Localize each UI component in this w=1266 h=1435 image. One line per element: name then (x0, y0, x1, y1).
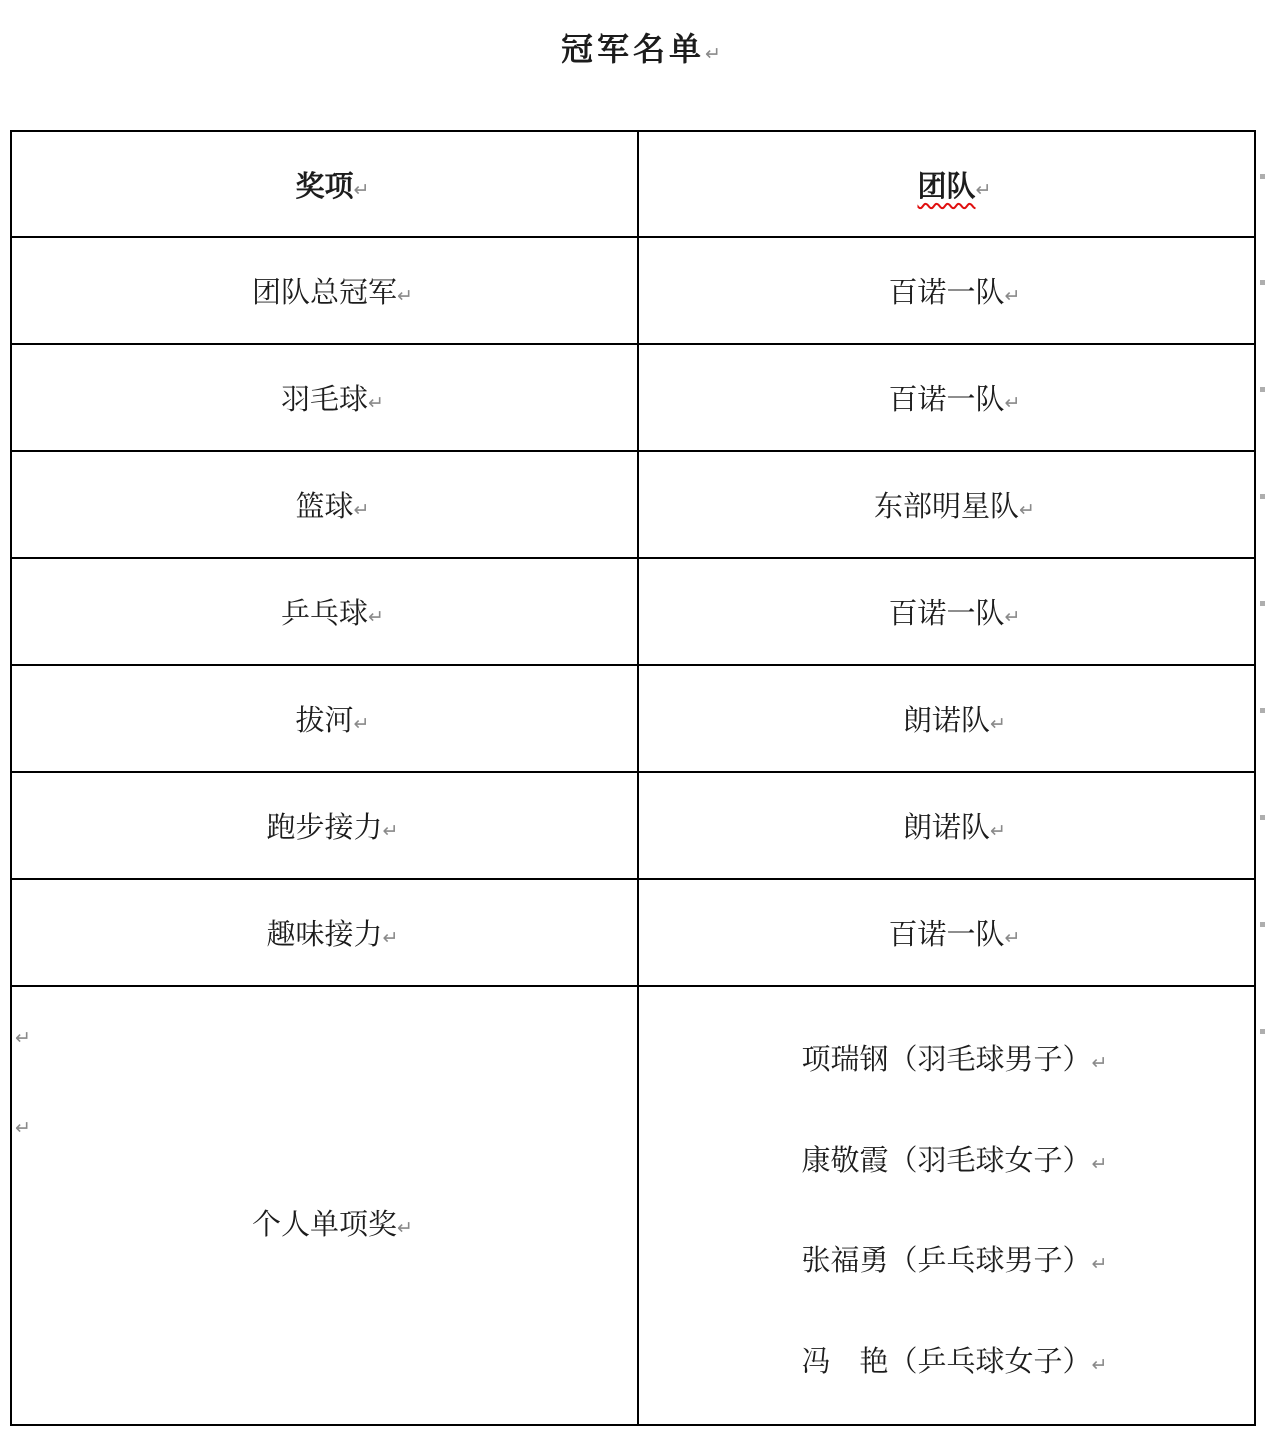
row-end-mark-icon (1260, 601, 1265, 606)
award-label: 团队总冠军 (251, 277, 397, 309)
table-row (12, 238, 1254, 345)
award-label: 拔河 (295, 705, 354, 737)
winner-label: 项瑞钢（羽毛球男子） (801, 1043, 1092, 1076)
team-cell: 百诺一队 ↵ (639, 880, 1254, 985)
award-label: 趣味接力 (266, 919, 383, 951)
winner-line: 张福勇（乒乓球男子） ↵ (639, 1238, 1254, 1279)
team-cell: 百诺一队 ↵ (639, 559, 1254, 664)
winner-line: 项瑞钢（羽毛球男子） ↵ (639, 1037, 1254, 1078)
winner-line: 冯 艳（乒乓球女子） ↵ (639, 1339, 1254, 1380)
row-end-mark-icon (1260, 815, 1265, 820)
winner-line: 康敬霞（羽毛球女子） ↵ (639, 1138, 1254, 1179)
table-header-row (12, 132, 1254, 238)
team-cell: 东部明星队 ↵ (639, 452, 1254, 557)
team-label: 朗诺队 (902, 812, 990, 844)
header-cell-team: 团队 ↵ (639, 132, 1254, 236)
team-cell: 百诺一队 ↵ (639, 345, 1254, 450)
winner-label: 冯 艳（乒乓球女子） (801, 1346, 1092, 1379)
row-end-mark-icon (1260, 174, 1265, 179)
header-cell-award: 奖项 ↵ (12, 132, 639, 236)
paragraph-mark-icon: ↵ (15, 1118, 31, 1139)
winner-label: 康敬霞（羽毛球女子） (801, 1144, 1092, 1177)
row-end-mark-icon (1260, 280, 1265, 285)
table-row (12, 345, 1254, 452)
table-row (12, 452, 1254, 559)
team-cell: 百诺一队 ↵ (639, 238, 1254, 343)
team-label: 百诺一队 (888, 598, 1005, 630)
team-label: 百诺一队 (888, 384, 1005, 416)
award-cell: 跑步接力 ↵ (12, 773, 639, 878)
award-cell: 拔河 ↵ (12, 666, 639, 771)
champion-table (10, 130, 1256, 1426)
award-cell: 篮球 ↵ (12, 452, 639, 557)
award-label: 跑步接力 (266, 812, 383, 844)
team-label: 百诺一队 (888, 919, 1005, 951)
table-row (12, 666, 1254, 773)
award-cell: 乒乓球 ↵ (12, 559, 639, 664)
award-label: 个人单项奖 (251, 1209, 397, 1241)
row-end-mark-icon (1260, 387, 1265, 392)
header-team-label: 团队 (917, 170, 976, 203)
award-label: 篮球 (295, 491, 354, 523)
team-label: 朗诺队 (902, 705, 990, 737)
table-row (12, 880, 1254, 987)
winner-label: 张福勇（乒乓球男子） (801, 1245, 1092, 1278)
document-title: 冠军名单 (560, 31, 705, 67)
award-cell: 羽毛球 ↵ (12, 345, 639, 450)
row-end-mark-icon (1260, 922, 1265, 927)
paragraph-mark-icon: ↵ (15, 1028, 31, 1049)
award-cell: 趣味接力 ↵ (12, 880, 639, 985)
header-award-label: 奖项 (295, 170, 354, 203)
table-row-individual-awards (12, 987, 1254, 1424)
award-label: 乒乓球 (280, 598, 368, 630)
team-cell: 朗诺队 ↵ (639, 773, 1254, 878)
table-row (12, 773, 1254, 880)
team-label: 东部明星队 (873, 491, 1019, 523)
award-cell-individual: ↵ ↵ 个人单项奖 ↵ (12, 987, 639, 1424)
team-cell: 朗诺队 ↵ (639, 666, 1254, 771)
award-cell: 团队总冠军 ↵ (12, 238, 639, 343)
award-label: 羽毛球 (280, 384, 368, 416)
row-end-mark-icon (1260, 1029, 1265, 1034)
team-label: 百诺一队 (888, 277, 1005, 309)
document-title-line: 冠军名单 ↵ (0, 24, 1266, 70)
row-end-mark-icon (1260, 494, 1265, 499)
table-row (12, 559, 1254, 666)
winners-cell (639, 987, 1254, 1424)
row-end-mark-icon (1260, 708, 1265, 713)
